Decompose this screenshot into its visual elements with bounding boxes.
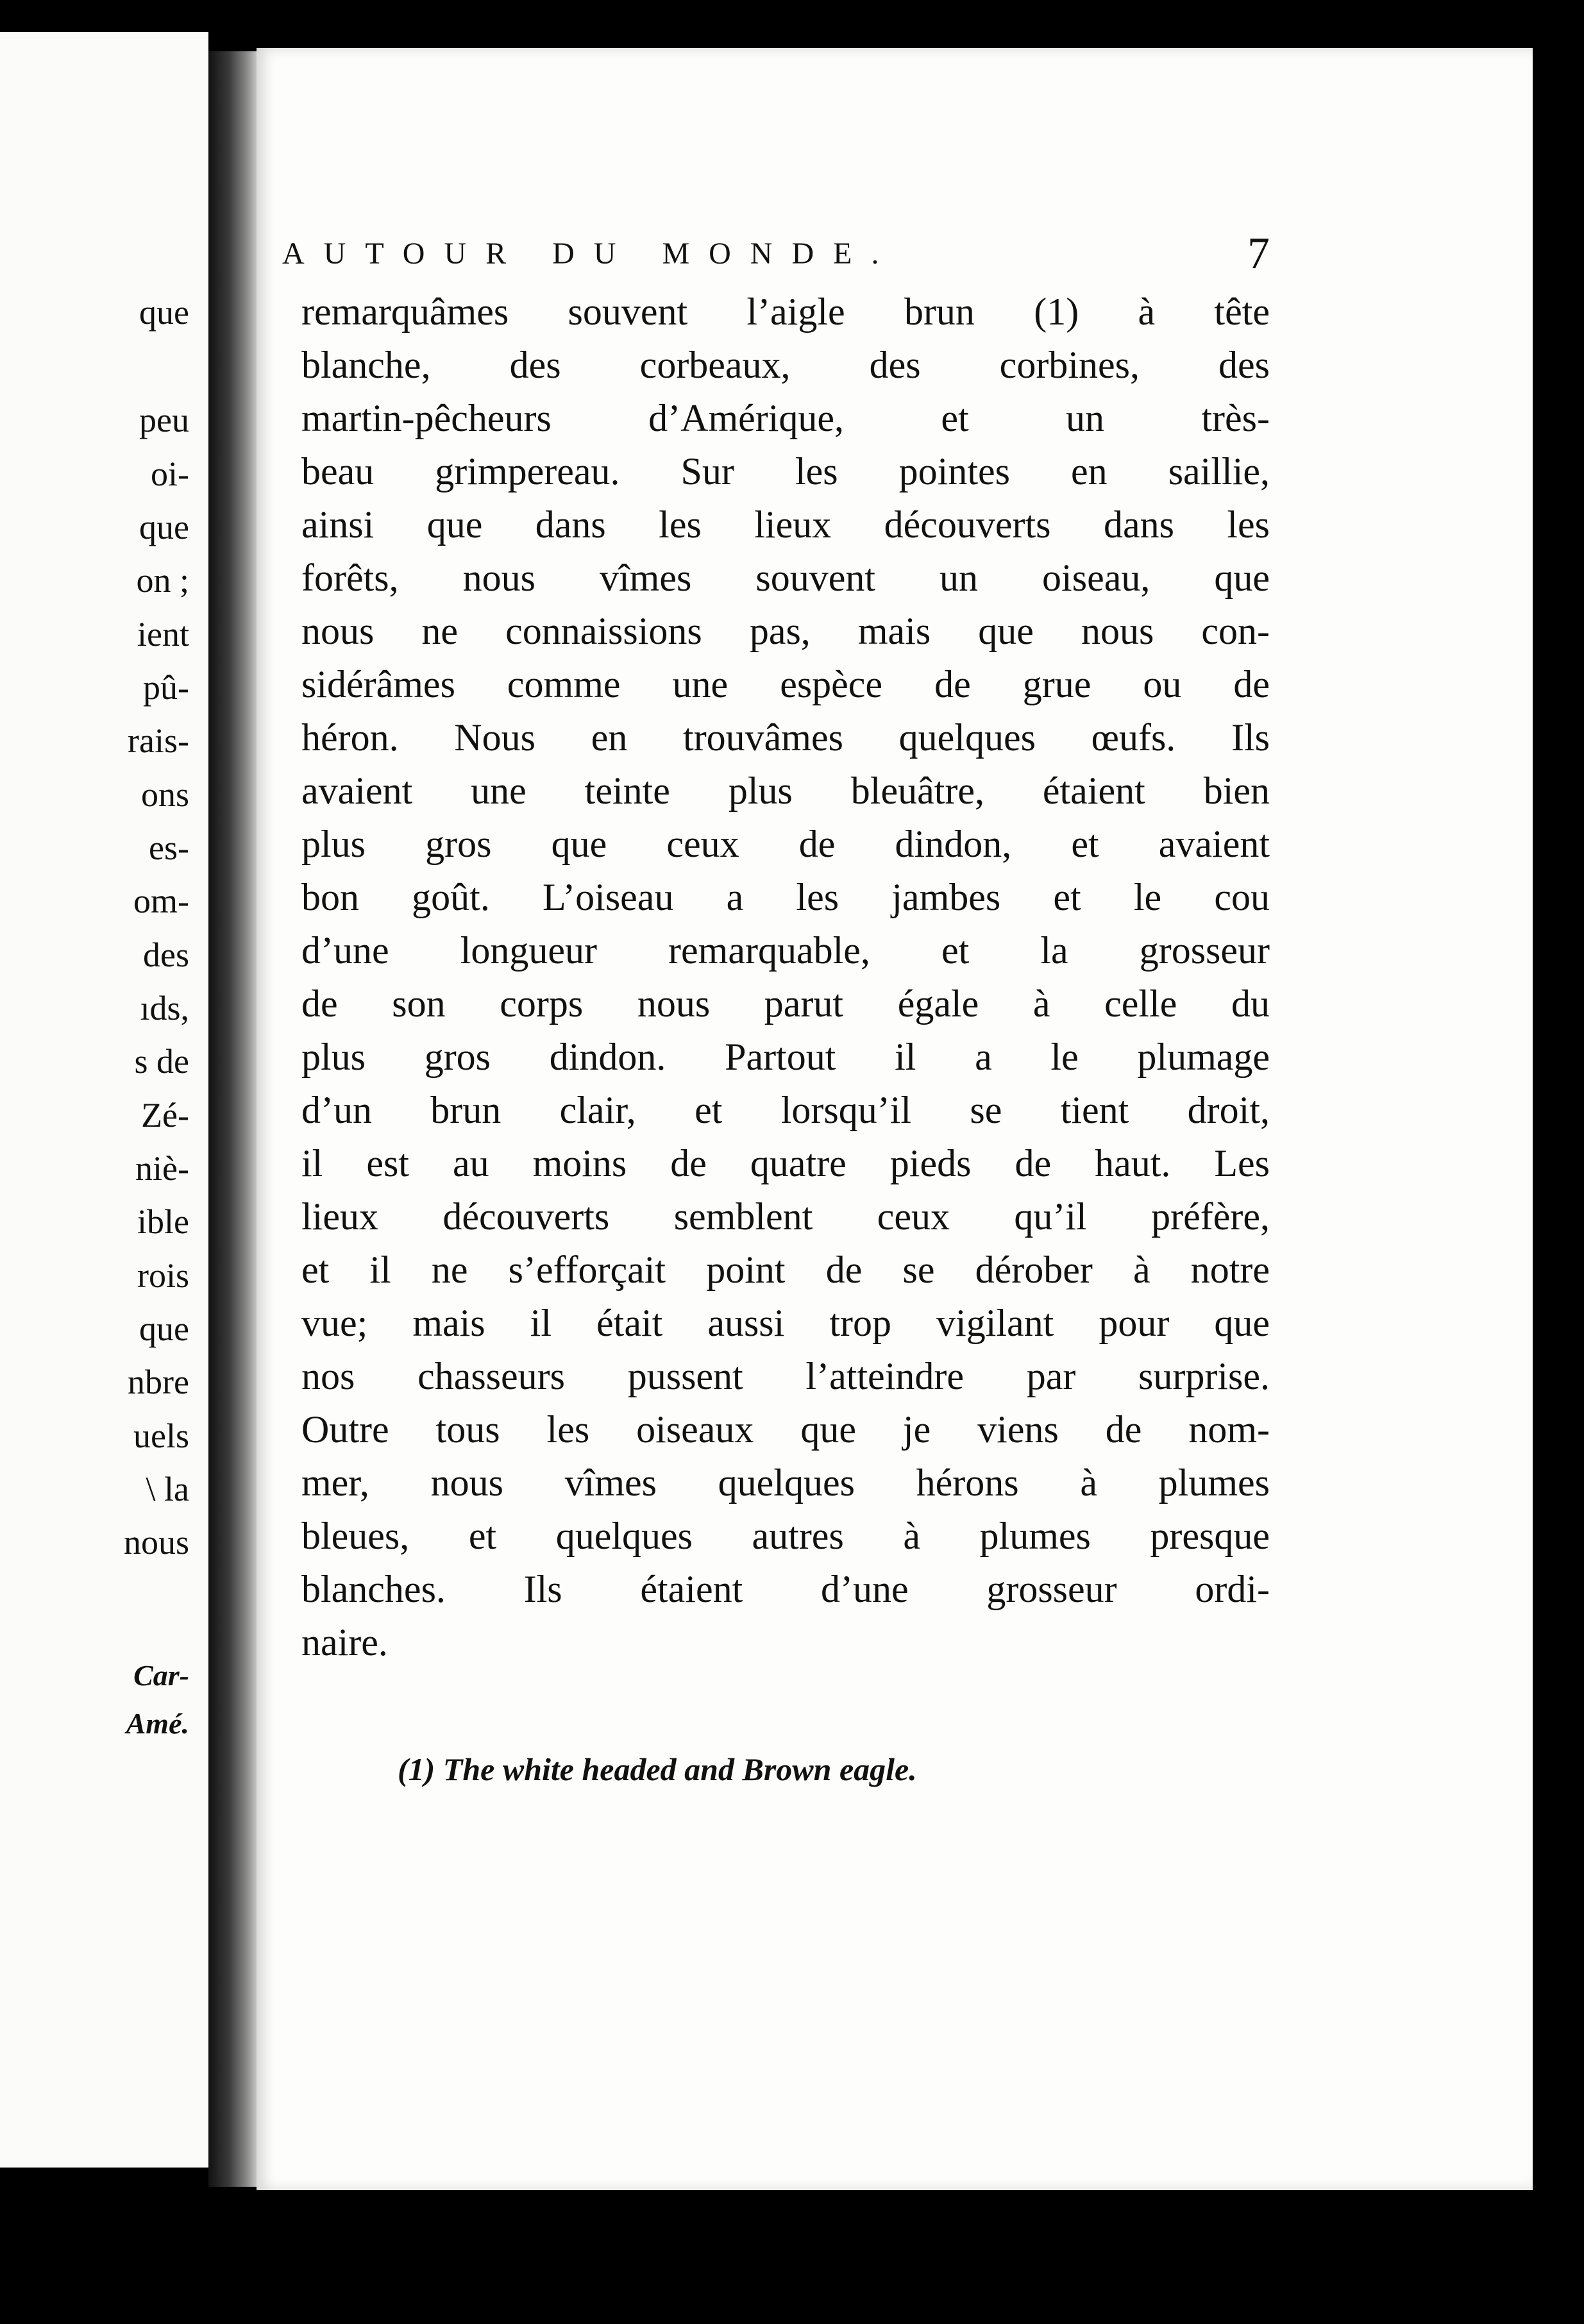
text-line: nous ne connaissions pas, mais que nous con-	[301, 610, 1270, 652]
body-text	[301, 285, 1270, 1669]
facing-page-line-fragment: des	[143, 936, 189, 974]
text-line: remarquâmes souvent l’aigle brun (1) à tête	[301, 290, 1270, 333]
facing-page-line-fragment: s de	[134, 1042, 189, 1081]
facing-page-line-fragment: om-	[133, 882, 189, 920]
text-line: vue; mais il était aussi trop vigilant pour que	[301, 1302, 1270, 1344]
text-line: d’un brun clair, et lorsqu’il se tient droit,	[301, 1089, 1270, 1131]
facing-page-line-fragment: rois	[137, 1256, 189, 1295]
text-line: héron. Nous en trouvâmes quelques œufs. Ils	[301, 716, 1270, 759]
facing-page-line-fragment: ıds,	[140, 989, 189, 1027]
facing-page-line-fragment: nbre	[128, 1363, 189, 1401]
text-line: blanche, des corbeaux, des corbines, des	[301, 344, 1270, 386]
text-line: plus gros que ceux de dindon, et avaient	[301, 823, 1270, 865]
text-line: il est au moins de quatre pieds de haut. Les	[301, 1142, 1270, 1184]
text-line: d’une longueur remarquable, et la grosseur	[301, 929, 1270, 972]
text-line: naire.	[301, 1621, 388, 1663]
facing-page-line-fragment: nous	[123, 1523, 189, 1562]
facing-page-line-fragment: peu	[139, 401, 189, 439]
page-number: 7	[1247, 229, 1270, 278]
book-gutter	[208, 51, 260, 2187]
facing-page-line-fragment: rais-	[128, 721, 189, 760]
text-line: bleues, et quelques autres à plumes presque	[301, 1515, 1270, 1557]
running-head	[282, 186, 1270, 278]
text-line: lieux découverts semblent ceux qu’il préfère,	[301, 1195, 1270, 1238]
facing-page-line-fragment: niè-	[135, 1149, 189, 1188]
facing-page-line-fragment: oi-	[151, 455, 189, 493]
text-line: ainsi que dans les lieux découverts dans les	[301, 503, 1270, 546]
facing-page-line-fragment: on ;	[136, 561, 189, 600]
facing-page-line-fragment: ible	[137, 1202, 189, 1241]
text-line: plus gros dindon. Partout il a le plumage	[301, 1036, 1270, 1078]
text-line: avaient une teinte plus bleuâtre, étaient bien	[301, 770, 1270, 812]
facing-page-line-fragment: es-	[149, 829, 189, 867]
facing-page-fragment	[0, 32, 208, 2168]
facing-page-line-fragment: que	[139, 1309, 189, 1348]
text-line: nos chasseurs pussent l’atteindre par surprise.	[301, 1355, 1270, 1397]
facing-page-line-fragment: que	[139, 293, 189, 332]
text-line: de son corps nous parut égale à celle du	[301, 982, 1270, 1025]
text-line: beau grimpereau. Sur les pointes en saillie,	[301, 450, 1270, 493]
text-line: sidérâmes comme une espèce de grue ou de	[301, 663, 1270, 705]
facing-page-line-fragment: uels	[133, 1417, 189, 1455]
facing-page-line-fragment: ient	[137, 615, 189, 653]
facing-page-footnote-fragment: Amé.	[126, 1707, 189, 1740]
facing-page-line-fragment: \ la	[146, 1470, 189, 1508]
text-line: Outre tous les oiseaux que je viens de nom-	[301, 1408, 1270, 1451]
text-line: forêts, nous vîmes souvent un oiseau, que	[301, 557, 1270, 599]
text-line: et il ne s’efforçait point de se dérober à notre	[301, 1249, 1270, 1291]
facing-page-line-fragment: Zé-	[141, 1096, 189, 1134]
running-title: AUTOUR DU MONDE.	[282, 237, 898, 271]
text-line: mer, nous vîmes quelques hérons à plumes	[301, 1461, 1270, 1504]
facing-page-line-fragment: pû-	[143, 668, 189, 707]
facing-page-footnote-fragment: Car-	[133, 1659, 189, 1692]
footnote: (1) The white headed and Brown eagle.	[398, 1751, 917, 1787]
text-line: martin-pêcheurs d’Amérique, et un très-	[301, 397, 1270, 439]
text-line: bon goût. L’oiseau a les jambes et le cou	[301, 876, 1270, 918]
facing-page-line-fragment: que	[139, 508, 189, 546]
text-line: blanches. Ils étaient d’une grosseur ordi-	[301, 1568, 1270, 1610]
facing-page-line-fragment: ons	[140, 775, 189, 814]
